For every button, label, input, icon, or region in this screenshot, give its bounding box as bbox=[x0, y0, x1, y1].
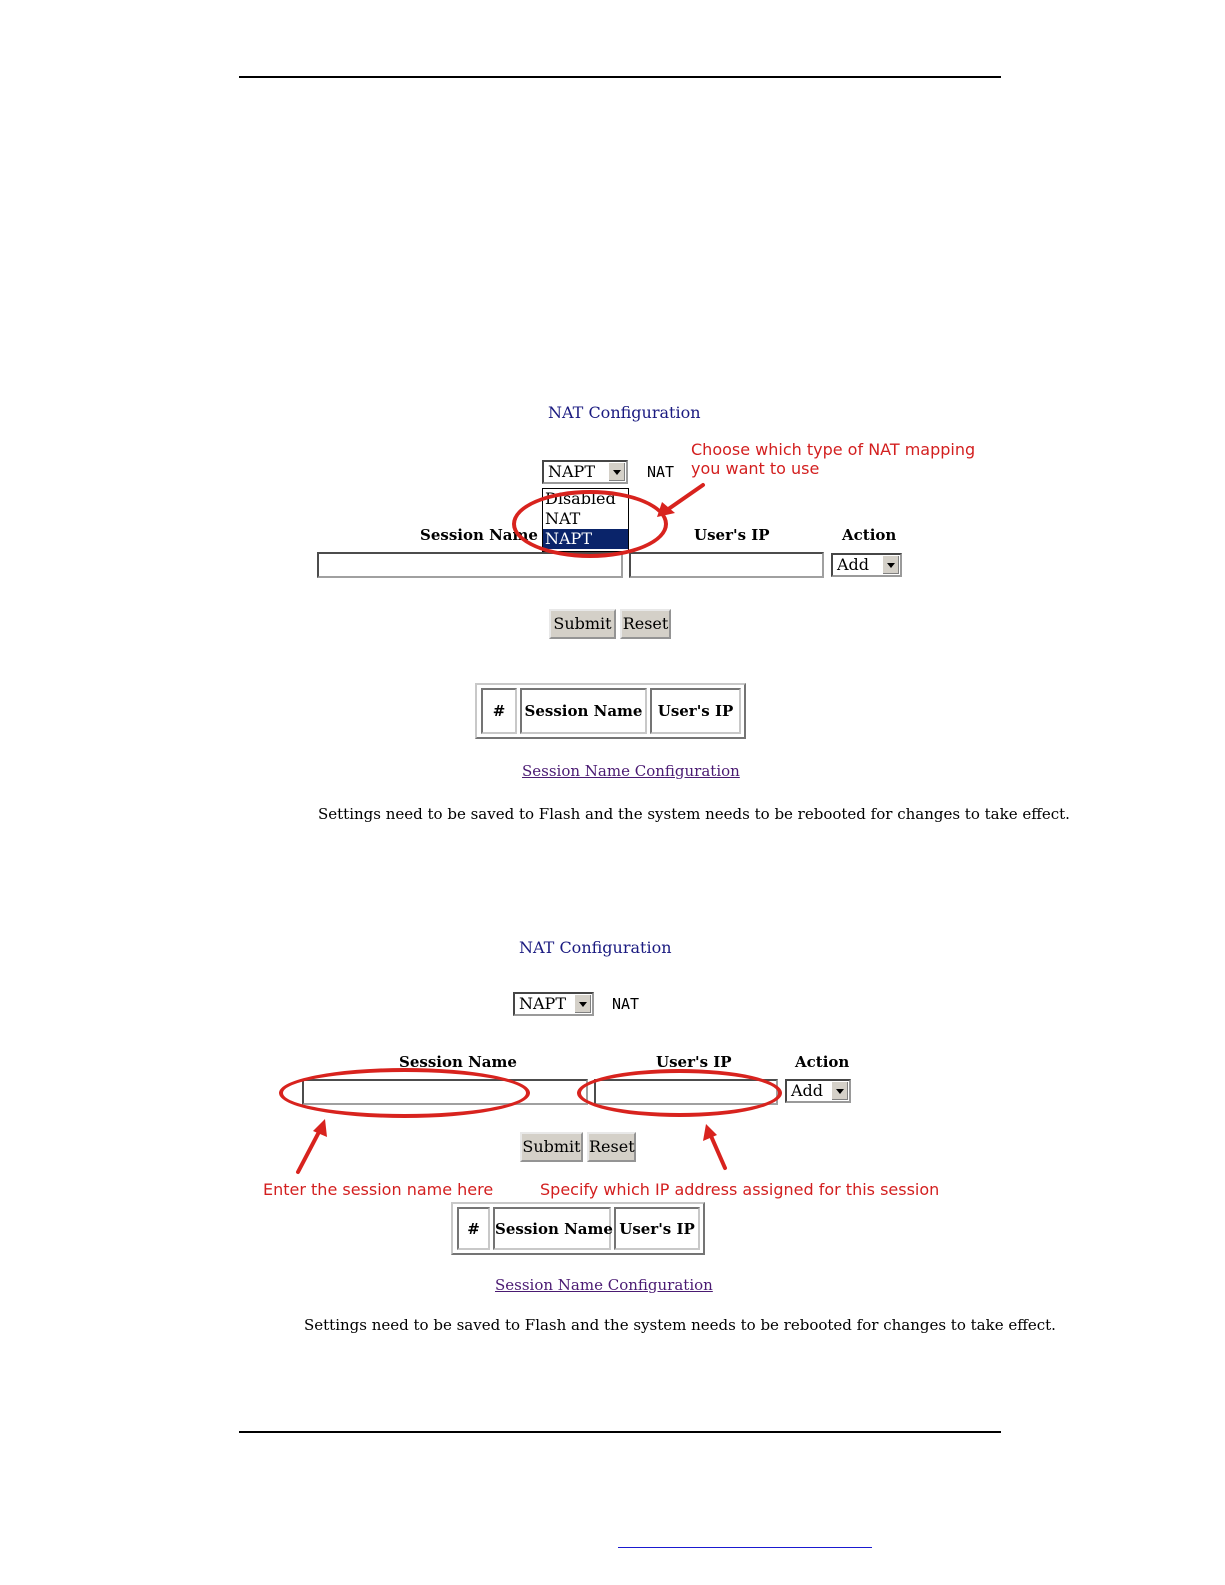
table-header-session-name: Session Name bbox=[493, 1207, 611, 1250]
submit-button[interactable]: Submit bbox=[520, 1132, 583, 1162]
annotation-nat-mapping-line1: Choose which type of NAT mapping bbox=[691, 440, 976, 459]
table-header-index: # bbox=[457, 1207, 490, 1250]
reset-button[interactable]: Reset bbox=[620, 609, 671, 639]
session-name-configuration-link[interactable]: Session Name Configuration bbox=[495, 1276, 713, 1294]
annotation-nat-mapping-line2: you want to use bbox=[691, 459, 820, 478]
action-header: Action bbox=[795, 1053, 850, 1071]
users-ip-header: User's IP bbox=[694, 526, 770, 544]
session-name-configuration-link[interactable]: Session Name Configuration bbox=[522, 762, 740, 780]
page-title: NAT Configuration bbox=[519, 938, 672, 957]
annotation-users-ip: Specify which IP address assigned for this session bbox=[540, 1180, 940, 1199]
action-header: Action bbox=[842, 526, 897, 544]
annotation-session-name: Enter the session name here bbox=[263, 1180, 494, 1199]
table-header-session-name: Session Name bbox=[520, 688, 647, 734]
nat-mode-value: NAPT bbox=[548, 462, 595, 481]
table-header-index: # bbox=[481, 688, 517, 734]
nat-mode-label: NAT bbox=[647, 463, 675, 481]
action-value: Add bbox=[837, 555, 870, 574]
action-value: Add bbox=[791, 1081, 824, 1100]
option-disabled[interactable]: Disabled bbox=[545, 489, 616, 508]
arrow-to-dropdown bbox=[667, 485, 703, 510]
option-napt[interactable]: NAPT bbox=[543, 529, 628, 549]
table-header-users-ip: User's IP bbox=[650, 688, 741, 734]
option-nat[interactable]: NAT bbox=[545, 509, 581, 528]
session-name-header: Session Name bbox=[420, 526, 538, 544]
reset-button[interactable]: Reset bbox=[587, 1132, 636, 1162]
arrow-to-session-name bbox=[298, 1130, 320, 1172]
arrow-to-users-ip bbox=[711, 1136, 725, 1168]
reboot-note: Settings need to be saved to Flash and the system needs to be rebooted for changes to take effect. bbox=[318, 805, 1070, 823]
nat-mode-label: NAT bbox=[612, 995, 640, 1013]
nat-mode-value: NAPT bbox=[519, 994, 566, 1013]
users-ip-header: User's IP bbox=[656, 1053, 732, 1071]
table-header-users-ip: User's IP bbox=[614, 1207, 700, 1250]
page-title: NAT Configuration bbox=[548, 403, 701, 422]
submit-button[interactable]: Submit bbox=[549, 609, 616, 639]
reboot-note: Settings need to be saved to Flash and the system needs to be rebooted for changes to take effect. bbox=[304, 1316, 1056, 1334]
session-name-header: Session Name bbox=[399, 1053, 517, 1071]
